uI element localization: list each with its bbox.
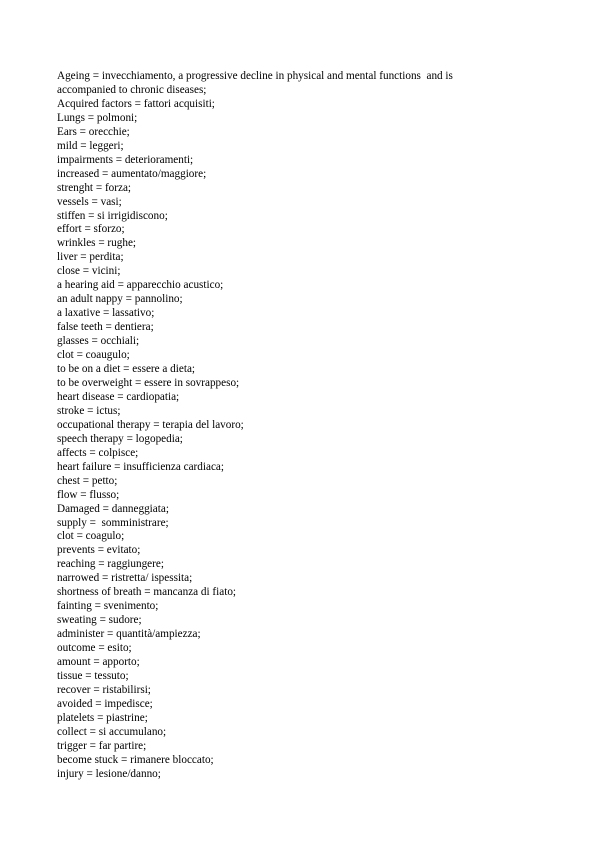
glossary-line: avoided = impedisce;: [57, 697, 153, 710]
glossary-line: outcome = esito;: [57, 642, 132, 655]
glossary-line: liver = perdita;: [57, 251, 124, 264]
glossary-line: Acquired factors = fattori acquisiti;: [57, 97, 215, 110]
document-page: [57, 70, 537, 782]
glossary-line: supply = somministrare;: [57, 516, 169, 529]
glossary-line: amount = apporto;: [57, 656, 140, 669]
glossary-line: to be on a diet = essere a dieta;: [57, 363, 196, 376]
glossary-line: collect = si accumulano;: [57, 725, 167, 738]
glossary-line: Ageing = invecchiamento, a progressive decline in physical and mental functions and is: [57, 70, 453, 82]
glossary-line: platelets = piastrine;: [57, 711, 148, 724]
glossary-line: stiffen = si irrigidiscono;: [57, 209, 168, 222]
glossary-line: increased = aumentato/maggiore;: [57, 167, 207, 180]
glossary-line: administer = quantità/ampiezza;: [57, 628, 201, 641]
glossary-line: reaching = raggiungere;: [57, 558, 164, 571]
glossary-line: tissue = tessuto;: [57, 669, 129, 682]
glossary-line: Ears = orecchie;: [57, 125, 130, 138]
glossary-line: trigger = far partire;: [57, 739, 147, 752]
glossary-line: clot = coaugulo;: [57, 349, 130, 362]
glossary-line: fainting = svenimento;: [57, 600, 159, 613]
glossary-line: accompanied to chronic diseases;: [57, 83, 207, 96]
glossary-line: heart disease = cardiopatia;: [57, 390, 180, 403]
glossary-line: chest = petto;: [57, 474, 118, 487]
glossary-line: speech therapy = logopedia;: [57, 432, 183, 445]
glossary-line: recover = ristabilirsi;: [57, 683, 151, 696]
glossary-line: injury = lesione/danno;: [57, 767, 161, 780]
glossary-line: to be overweight = essere in sovrappeso;: [57, 376, 240, 389]
glossary-line: heart failure = insufficienza cardiaca;: [57, 460, 224, 473]
glossary-line: stroke = ictus;: [57, 404, 121, 417]
glossary-line: strenght = forza;: [57, 181, 132, 194]
glossary-line: a hearing aid = apparecchio acustico;: [57, 279, 224, 292]
glossary-line: wrinkles = rughe;: [57, 237, 137, 250]
glossary-line: effort = sforzo;: [57, 223, 125, 236]
glossary-line: shortness of breath = mancanza di fiato;: [57, 586, 237, 599]
glossary-line: false teeth = dentiera;: [57, 321, 154, 334]
glossary-line: become stuck = rimanere bloccato;: [57, 753, 214, 766]
glossary-line: impairments = deterioramenti;: [57, 153, 194, 166]
glossary-line: occupational therapy = terapia del lavoro;: [57, 418, 244, 431]
glossary-line: flow = flusso;: [57, 488, 120, 501]
glossary-line: an adult nappy = pannolino;: [57, 293, 183, 306]
glossary-line: Lungs = polmoni;: [57, 111, 138, 124]
glossary-line: a laxative = lassativo;: [57, 307, 155, 320]
glossary-line: affects = colpisce;: [57, 446, 139, 459]
glossary-line: Damaged = danneggiata;: [57, 502, 169, 515]
glossary-line: prevents = evitato;: [57, 544, 141, 557]
glossary-line: vessels = vasi;: [57, 195, 122, 208]
glossary-line: narrowed = ristretta/ ispessita;: [57, 572, 193, 585]
glossary-line: glasses = occhiali;: [57, 335, 140, 348]
glossary-line: sweating = sudore;: [57, 614, 142, 627]
glossary-line: mild = leggeri;: [57, 139, 124, 152]
glossary-line: clot = coagulo;: [57, 530, 125, 543]
glossary-line: close = vicini;: [57, 265, 121, 278]
